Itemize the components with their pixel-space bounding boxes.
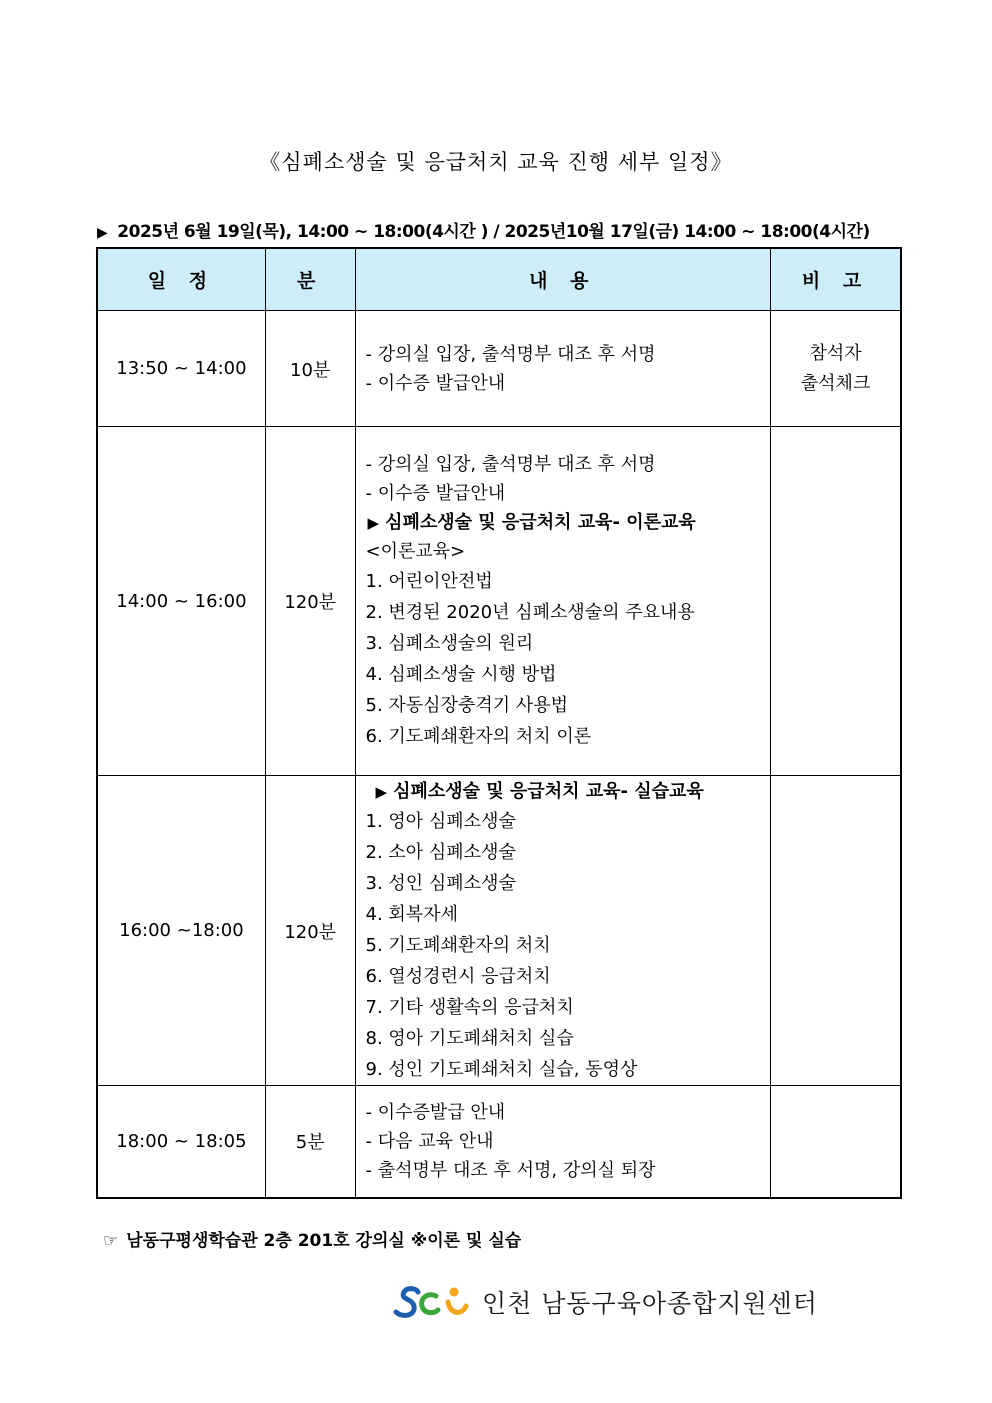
header-content: 내 용 — [355, 248, 771, 311]
row-time: 14:00 ~ 16:00 — [97, 427, 265, 776]
row-note — [771, 1086, 901, 1198]
location-note — [103, 1226, 521, 1251]
row-time: 16:00 ~18:00 — [97, 776, 265, 1086]
section-heading — [366, 508, 761, 537]
list-item: 5. 기도폐쇄환자의 처치 — [365, 934, 551, 956]
list-item: 2. 변경된 2020년 심폐소생술의 주요내용 — [365, 602, 695, 623]
list-item: 4. 심폐소생술 시행 방법 — [365, 664, 557, 685]
list-item: 7. 기타 생활속의 응급처치 — [365, 996, 574, 1018]
row-duration: 5분 — [265, 1086, 355, 1198]
list-item: 2. 소아 심폐소생술 — [365, 841, 516, 863]
content-line: - 이수증발급 안내 — [365, 1101, 506, 1123]
note-line: 출석체크 — [800, 372, 871, 394]
content-line: - 강의실 입장, 출석명부 대조 후 서명 — [365, 454, 656, 475]
row-content — [355, 427, 771, 776]
schedule-dates-text: 2025년 6월 19일(목), 14:00 ~ 18:00(4시간 ) / 2025년10월 17일(금) 14:00 ~ 18:00(4시간) — [117, 222, 870, 242]
schedule-dates — [97, 217, 870, 242]
row-content — [355, 776, 771, 1086]
table-header-row — [97, 248, 901, 311]
row-content — [355, 1086, 771, 1198]
center-logo — [392, 1282, 818, 1322]
list-item: 6. 열성경련시 응급처치 — [365, 965, 551, 987]
section-heading — [366, 777, 761, 806]
location-note-text: 남동구평생학습관 2층 201호 강의실 ※이론 및 실습 — [126, 1231, 522, 1251]
table-row — [97, 1086, 901, 1198]
note-line: 참석자 — [809, 342, 862, 364]
row-note — [771, 311, 901, 427]
row-note — [771, 427, 901, 776]
header-time: 일 정 — [97, 248, 265, 311]
row-duration: 10분 — [265, 311, 355, 427]
row-time: 18:00 ~ 18:05 — [97, 1086, 265, 1198]
list-item: 3. 성인 심폐소생술 — [365, 872, 516, 894]
header-note: 비 고 — [771, 248, 901, 311]
content-line: - 출석명부 대조 후 서명, 강의실 퇴장 — [365, 1159, 656, 1181]
row-content — [355, 311, 771, 427]
schedule-table — [96, 247, 902, 1199]
list-item: 4. 회복자세 — [365, 903, 458, 925]
row-duration: 120분 — [265, 776, 355, 1086]
table-row — [97, 311, 901, 427]
list-item: 6. 기도폐쇄환자의 처치 이론 — [365, 726, 592, 747]
row-time: 13:50 ~ 14:00 — [97, 311, 265, 427]
triangle-right-icon: ▶ — [97, 225, 108, 241]
content-line: - 다음 교육 안내 — [365, 1130, 494, 1152]
row-duration: 120분 — [265, 427, 355, 776]
list-item: 1. 영아 심폐소생술 — [365, 810, 516, 832]
content-line: - 이수증 발급안내 — [365, 483, 506, 504]
list-item: 8. 영아 기도폐쇄처치 실습 — [365, 1027, 574, 1049]
header-duration: 분 — [265, 248, 355, 311]
triangle-right-icon: ▶ — [367, 514, 380, 532]
list-item: 9. 성인 기도폐쇄처치 실습, 동영상 — [365, 1058, 638, 1080]
center-logo-icon — [392, 1284, 472, 1320]
table-row — [97, 776, 901, 1086]
triangle-right-icon: ▶ — [375, 782, 388, 801]
section-heading-text: 심폐소생술 및 응급처치 교육- 실습교육 — [393, 780, 704, 802]
list-item: 3. 심폐소생술의 원리 — [365, 633, 534, 654]
list-item: 5. 자동심장충격기 사용법 — [365, 695, 569, 716]
list-item: 1. 어린이안전법 — [365, 571, 493, 592]
pointing-hand-icon: ☞ — [103, 1231, 119, 1251]
table-row — [97, 427, 901, 776]
content-line: - 이수증 발급안내 — [365, 372, 506, 394]
content-line: - 강의실 입장, 출석명부 대조 후 서명 — [365, 343, 656, 365]
section-heading-text: 심폐소생술 및 응급처치 교육- 이론교육 — [385, 512, 696, 533]
center-logo-text: 인천 남동구육아종합지원센터 — [482, 1289, 818, 1318]
page-title: 《심폐소생술 및 응급처치 교육 진행 세부 일정》 — [259, 150, 733, 174]
row-note — [771, 776, 901, 1086]
subheading: <이론교육> — [365, 541, 466, 562]
